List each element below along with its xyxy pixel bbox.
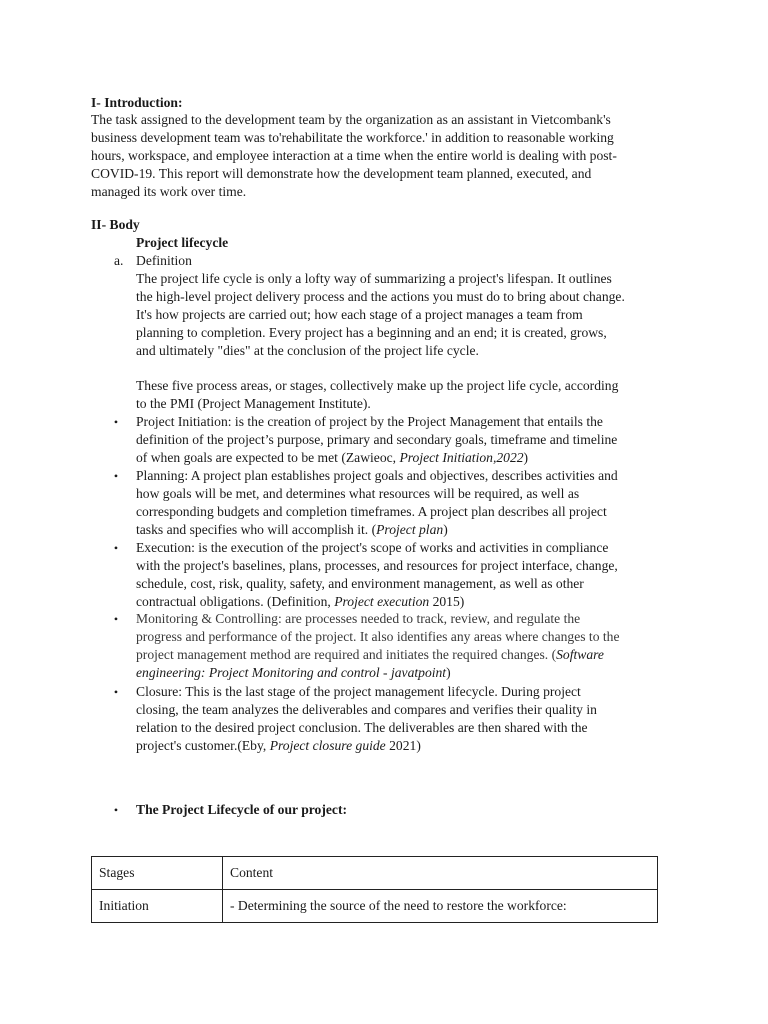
execution-line: Execution: is the execution of the project's scope of works and activities in compliance [136,540,609,555]
intro-line: The task assigned to the development team by the organization as an assistant in Vietcombank's [91,112,611,127]
planning-item [136,467,618,539]
table-header-cell: Content [223,857,658,890]
body-heading: II- Body [91,217,140,232]
intro-paragraph [91,111,617,201]
monitoring-text-end: ) [446,665,451,680]
closure-line: relation to the desired project conclusion. The deliverables are then shared with the [136,720,588,735]
planning-line: Planning: A project plan establishes project goals and objectives, describes activities and [136,468,618,483]
bullet-icon: • [113,415,119,429]
execution-item [136,539,618,611]
bullet-icon: • [113,612,119,626]
planning-line [136,521,618,539]
bullet-icon: • [113,541,119,555]
table-row [92,890,658,923]
monitoring-line [136,646,620,664]
bullet-icon: • [113,469,119,483]
definition-line: and ultimately "dies" at the conclusion of the project life cycle. [136,343,479,358]
execution-line: schedule, cost, risk, quality, safety, and environment management, as well as other [136,576,584,591]
closure-line [136,737,597,755]
project-lifecycle-subheading: Project lifecycle [136,235,229,250]
initiation-line: Project Initiation: is the creation of project by the Project Management that entails the [136,414,603,429]
monitoring-line [136,664,620,682]
closure-text-end: 2021) [385,738,421,753]
intro-line: COVID-19. This report will demonstrate how the development team planned, executed, and [91,166,592,181]
definition-line: planning to completion. Every project has a beginning and an end; it is created, grows, [136,325,607,340]
planning-citation: Project plan [376,522,444,537]
execution-line: with the project's baselines, plans, processes, and resources for project interface, change, [136,558,618,573]
intro-line: business development team was to'rehabilitate the workforce.' in addition to reasonable working [91,130,614,145]
stages-intro-line: to the PMI (Project Management Institute). [136,396,371,411]
initiation-citation: Project Initiation,2022 [399,450,524,465]
our-lifecycle-heading: The Project Lifecycle of our project: [136,802,348,817]
definition-line: the high-level project delivery process and the actions you must do to bring about change. [136,289,625,304]
monitoring-citation: Software [556,647,604,662]
monitoring-text: project management method are required and initiates the required changes. ( [136,647,557,662]
intro-line: hours, workspace, and employee interaction at a time when the entire world is dealing with post- [91,148,617,163]
initiation-text: of when goals are expected to be met (Zawieoc, [136,450,400,465]
definition-paragraph [136,270,625,360]
table-cell: Initiation [92,890,223,923]
stages-intro-line: These five process areas, or stages, collectively make up the project life cycle, according [136,378,619,393]
execution-text-end: 2015) [429,594,465,609]
closure-line: Closure: This is the last stage of the project management lifecycle. During project [136,684,581,699]
table-cell: - Determining the source of the need to restore the workforce: [223,890,658,923]
stages-intro-paragraph [136,377,618,413]
closure-item [136,683,597,755]
table-header-row [92,857,658,890]
bullet-icon: • [113,803,119,817]
definition-line: It's how projects are carried out; how each stage of a project manages a team from [136,307,583,322]
monitoring-line: Monitoring & Controlling: are processes needed to track, review, and regulate the [136,611,581,626]
planning-line: how goals will be met, and determines what resources will be required, as well as [136,486,580,501]
execution-text: contractual obligations. (Definition, [136,594,335,609]
bullet-icon: • [113,685,119,699]
definition-label: Definition [136,253,192,268]
table-header-cell: Stages [92,857,223,890]
initiation-line: definition of the project’s purpose, primary and secondary goals, timeframe and timeline [136,432,618,447]
planning-text: tasks and specifies who will accomplish it. ( [136,522,377,537]
stages-table [91,856,658,923]
monitoring-line: progress and performance of the project. It also identifies any areas where changes to the [136,629,620,644]
list-marker-a: a. [114,253,124,268]
intro-heading: I- Introduction: [91,95,183,110]
definition-line: The project life cycle is only a lofty way of summarizing a project's lifespan. It outlines [136,271,612,286]
initiation-item [136,413,617,467]
execution-citation: Project execution [334,594,430,609]
monitoring-item [136,610,620,682]
initiation-text-end: ) [523,450,529,465]
monitoring-citation-cont: engineering: Project Monitoring and control - javatpoint [136,665,447,680]
closure-text: project's customer.(Eby, [136,738,270,753]
intro-line: managed its work over time. [91,184,247,199]
planning-line: corresponding budgets and completion timeframes. A project plan describes all project [136,504,607,519]
closure-line: closing, the team analyzes the deliverables and compares and verifies their quality in [136,702,597,717]
initiation-line [136,449,617,467]
planning-text-end: ) [443,522,448,537]
execution-line [136,593,618,611]
closure-citation: Project closure guide [269,738,386,753]
